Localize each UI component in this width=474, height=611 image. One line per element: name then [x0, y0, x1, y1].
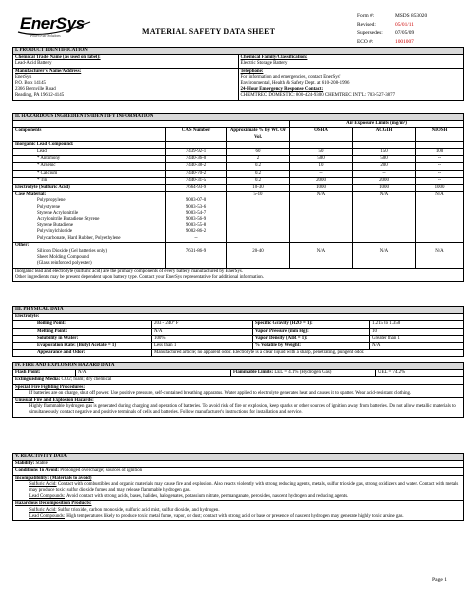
revised-label: Revised: [357, 21, 376, 28]
osha-cell: 500 [290, 156, 353, 163]
cas-cell: 7440-36-0 [166, 156, 227, 163]
acgih-cell: 500 [353, 156, 416, 163]
component-name: * Antimony [13, 156, 166, 163]
component-name: Electrolyte (Sulfuric Acid) [13, 185, 166, 192]
emergency-value: CHEMTREC DOMESTIC: 800-424-9300 CHEMTREC INT'L: 703-527-3877 [240, 93, 396, 99]
case-cas: 9003-56-9 [185, 217, 207, 223]
section-title: II. HAZARDOUS INGREDIENTS/IDENTIFY INFORMATION [13, 114, 464, 121]
other-item: Sheet Molding Compound [37, 255, 89, 261]
stability-value: Stable [35, 461, 48, 467]
other-cas: 7631-86-9 [185, 249, 207, 255]
component-name: * Arsenic [13, 163, 166, 170]
telephone-line: Environmental, Health & Safety Dept. at 610-208-1996 [240, 81, 350, 87]
col-cas: CAS Number [166, 128, 227, 141]
conditions-avoid-label: Conditions To Avoid: [15, 468, 59, 474]
form-label: Form #: [357, 13, 375, 19]
emergency-label: 24-Hour Emergency Response Contact: [240, 87, 324, 93]
manufacturer-line: P.O. Box 14145 [15, 81, 46, 87]
section-product-identification [12, 47, 464, 101]
table-row [13, 163, 464, 170]
case-acgih: N/A [353, 192, 416, 243]
unusual-hazards-label: Unusual Fire and Explosion Hazards: [15, 398, 94, 404]
electrolyte-label: Electrolyte: [13, 314, 464, 321]
flammable-uel: UEL = 74.2% [376, 370, 464, 377]
case-material-block [13, 192, 464, 243]
decomp-lead-label: Lead Compounds: [29, 513, 65, 519]
acgih-cell: -- [353, 170, 416, 177]
decomp-sulfuric-label: Sulfuric Acid: [29, 507, 57, 513]
trade-name-value: Lead-Acid Battery [15, 61, 52, 67]
case-cas: 9003-53-6 [185, 204, 207, 210]
niosh-cell: -- [416, 163, 464, 170]
property-value: 1.215 to 1.350 [370, 321, 464, 328]
other-label: Other: [15, 242, 30, 248]
appearance-label: Appearance and Odor: [13, 350, 152, 357]
stability-label: Stability: [15, 461, 35, 467]
decomposition-label: Hazardous Decomposition Products: [15, 501, 92, 507]
manufacturer-line: 2366 Bernville Road [15, 87, 56, 93]
section-title: III. PHYSICAL DATA [13, 307, 464, 314]
niosh-cell: 100 [416, 149, 464, 156]
table-row [13, 177, 464, 184]
osha-cell: 10 [290, 163, 353, 170]
case-osha: N/A [290, 192, 353, 243]
eco-value: 1001007 [395, 38, 414, 45]
acgih-cell: 2000 [353, 177, 416, 184]
document-title: MATERIAL SAFETY DATA SHEET [142, 27, 276, 36]
cas-cell: 7664-93-9 [166, 185, 227, 192]
component-name: Lead [13, 149, 166, 156]
incompat-lead-text: Avoid contact with strong acids, bases, halides, halogenates, potassium nitrate, permanganate, peroxides, nascent hydrogen and reducing agents. [65, 494, 349, 500]
cas-cell: 7440-31-5 [166, 177, 227, 184]
case-cas: 9003-54-7 [185, 210, 207, 216]
osha-cell: 50 [290, 149, 353, 156]
case-item: Styrene Butadiene [37, 223, 73, 229]
chemical-family-value: Electric Storage Battery [240, 61, 288, 67]
table-row [13, 170, 464, 177]
case-cas: 9002-86-2 [185, 229, 207, 235]
acgih-cell: 1000 [353, 185, 416, 192]
logo-word: EnerSys [20, 14, 85, 33]
inorganic-label: Inorganic Lead Compound: [13, 141, 166, 148]
property-value: N/A [152, 328, 253, 335]
niosh-cell: -- [416, 156, 464, 163]
case-cas: 9003-55-8 [185, 223, 207, 229]
cas-cell: 7440-38-2 [166, 163, 227, 170]
osha-cell: -- [290, 170, 353, 177]
col-osha: OSHA [290, 128, 353, 141]
other-item: (Glass reinforced polyester) [37, 261, 92, 267]
case-niosh: N/A [416, 192, 464, 243]
percent-cell: 0.2 [227, 177, 290, 184]
special-procedures-label: Special Fire Fighting Procedures: [15, 384, 85, 390]
table-row [13, 343, 464, 350]
property-label: Specific Gravity (H2O = 1): [253, 321, 370, 328]
ingredients-note: Other ingredients may be present dependent upon battery type. Contact your EnerSys representative for additional information. [15, 274, 264, 280]
appearance-value: Manufactured article; no apparent odor. Electrolyte is a clear liquid with a sharp, penetrating, pungent odor. [152, 350, 464, 357]
percent-cell: 2 [227, 156, 290, 163]
property-value: 100% [152, 335, 253, 342]
revised-value: 05/01/11 [395, 21, 414, 28]
percent-cell: 0.2 [227, 163, 290, 170]
conditions-avoid-value: Prolonged overcharge; sources of ignition [60, 468, 143, 474]
property-value: Greater than 1 [370, 335, 464, 342]
incompatibility-label: Incompatibility: (Materials to avoid) [15, 475, 92, 481]
chemical-family-label: Chemical Family/Classification: [240, 55, 308, 61]
ingredients-note: Inorganic lead and electrolyte (sulfuric acid) are the primary components of every battery manufactured by EnerSys. [15, 268, 244, 274]
telephone-line: For information and emergencies, contact EnerSys' [240, 74, 341, 80]
telephone-label: Telephone: [240, 68, 264, 74]
section-reactivity [12, 453, 464, 521]
col-components: Components [13, 128, 166, 141]
table-row [13, 149, 464, 156]
document-meta [357, 12, 427, 46]
property-label: Evaporation Rate: (Butyl Acetate = 1) [13, 343, 152, 350]
case-item: Polyvinylchloride [37, 229, 73, 235]
case-item: Polycarbonate, Hard Rubber, Polyethylene [37, 235, 121, 241]
section-fire-explosion [12, 362, 464, 418]
unusual-hazards-text: Highly flammable hydrogen gas is generated during charging and operation of batteries. To avoid risk of fire or explosion, keep sparks or other sources of ignition away from batteries. Do not allow metallic materials to simultaneously contact negative and positive terminals of cells and batteries. Follow manufacturer's instructions for installation and service. [29, 404, 456, 416]
cas-cell: 7439-92-1 [166, 149, 227, 156]
section-title: I. PRODUCT IDENTIFICATION [13, 48, 464, 55]
decomp-lead-text: High temperatures likely to produce toxic metal fume, vapor, or dust; contact with strong acid or base or presence of nascent hydrogen may generate highly toxic arsine gas. [66, 513, 404, 519]
other-osha: N/A [316, 249, 326, 255]
case-item: Polystyrene [37, 204, 61, 210]
flammable-lel: LEL = 4.1% (Hydrogen Gas) [274, 370, 332, 376]
percent-cell: 10-30 [227, 185, 290, 192]
other-item: Silicon Dioxide (Gel batteries only) [37, 249, 108, 255]
property-label: Vapor Pressure (mm Hg): [253, 328, 370, 335]
niosh-cell: 1000 [416, 185, 464, 192]
component-name: * Tin [13, 177, 166, 184]
section-title: V. REACTIVITY DATA [13, 454, 464, 461]
property-value: Less than 1 [152, 343, 253, 350]
case-cas: 9003-07-0 [185, 198, 207, 204]
property-label: Vapor Density (AIR = 1): [253, 335, 370, 342]
logo-tagline: Power/Full Solutions [30, 34, 61, 38]
component-name: * Calcium [13, 170, 166, 177]
section-hazardous-ingredients [12, 113, 464, 282]
col-percent: Approximate % by Wt. Or Vol. [227, 128, 290, 141]
percent-cell: 0.2 [227, 170, 290, 177]
incompat-sulfuric-label: Sulfuric Acid: [29, 481, 57, 487]
eco-label: ECO #: [357, 38, 374, 45]
case-label: Case Material: [15, 192, 47, 198]
extinguishing-value: CO2; foam; dry chemical [61, 377, 112, 383]
flammable-limits-label: Flammable Limits: [233, 370, 274, 376]
property-label: Solubility in Water: [13, 335, 152, 342]
manufacturer-line: Reading, PA 19612-4145 [15, 93, 65, 99]
case-item: Acrylonitrile Butadiene Styrene [37, 217, 100, 223]
special-procedures-text: If batteries are on charge, shut off power. Use positive pressure, self-contained breathing apparatus. Water applied to electrolyte generates heat and causes it to spatter. Wear acid-resistant clothing. [29, 390, 412, 396]
table-row [13, 185, 464, 192]
other-block [13, 242, 464, 268]
supersedes-label: Supersedes: [357, 30, 383, 37]
osha-cell: 2000 [290, 177, 353, 184]
supersedes-value: 07/05/09 [395, 30, 415, 37]
enersys-logo [16, 12, 94, 42]
case-percent: 5-10 [227, 192, 290, 243]
page-number: Page 1 [432, 577, 448, 583]
percent-cell: 60 [227, 149, 290, 156]
acgih-cell: 150 [353, 149, 416, 156]
section-physical-data [12, 306, 464, 357]
table-row [13, 156, 464, 163]
acgih-cell: 200 [353, 163, 416, 170]
table-row [13, 321, 464, 328]
niosh-cell: -- [416, 177, 464, 184]
case-cas: -- [194, 235, 198, 241]
decomp-sulfuric-text: Sulfur trioxide, carbon monoxide, sulfuric acid mist, sulfur dioxide, and hydrogen. [57, 507, 220, 513]
other-niosh: N/A [435, 249, 444, 255]
property-label: % Volatile by Weight: [253, 343, 370, 350]
section-title: IV. FIRE AND EXPLOSION HAZARD DATA [13, 363, 464, 370]
extinguishing-label: Extinguishing Media: [15, 377, 61, 383]
trade-name-label: Chemical Trade Name (as used on label): [15, 55, 101, 61]
property-label: Boiling Point: [13, 321, 152, 328]
flash-point-label: Flash Point: [13, 370, 76, 377]
property-value: 10 [370, 328, 464, 335]
osha-cell: 1000 [290, 185, 353, 192]
form-value: MSDS 853020 [395, 13, 428, 19]
property-label: Melting Point: [13, 328, 152, 335]
manufacturer-label: Manufacturer's Name/Address: [15, 68, 82, 74]
incompat-lead-label: Lead Compounds: [29, 494, 65, 500]
other-percent: 20-40 [252, 249, 264, 255]
other-acgih: N/A [379, 249, 389, 255]
case-item: Polypropylene [37, 198, 66, 204]
col-niosh: NIOSH [416, 128, 464, 141]
property-value: N/A [370, 343, 464, 350]
manufacturer-line: EnerSys [15, 74, 32, 80]
flash-point-value: N/A [76, 370, 231, 377]
col-acgih: ACGIH [353, 128, 416, 141]
cas-cell: 7440-70-2 [166, 170, 227, 177]
property-value: 203 - 240° F [152, 321, 253, 328]
niosh-cell: -- [416, 170, 464, 177]
case-item: Styrene Acrylonitrile [37, 210, 79, 216]
air-exposure-header: Air Exposure Limits (mg/m³) [290, 121, 464, 128]
table-row [13, 328, 464, 335]
incompat-sulfuric-text: Contact with combustibles and organic materials may cause fire and explosion. Also reacts violently with strong reducing agents, metals, sulfur trioxide gas, strong oxidizers and water. Contact with metals may produce toxic sulfur dioxide fumes and may release flammable hydrogen gas. [29, 481, 459, 494]
table-row [13, 335, 464, 342]
